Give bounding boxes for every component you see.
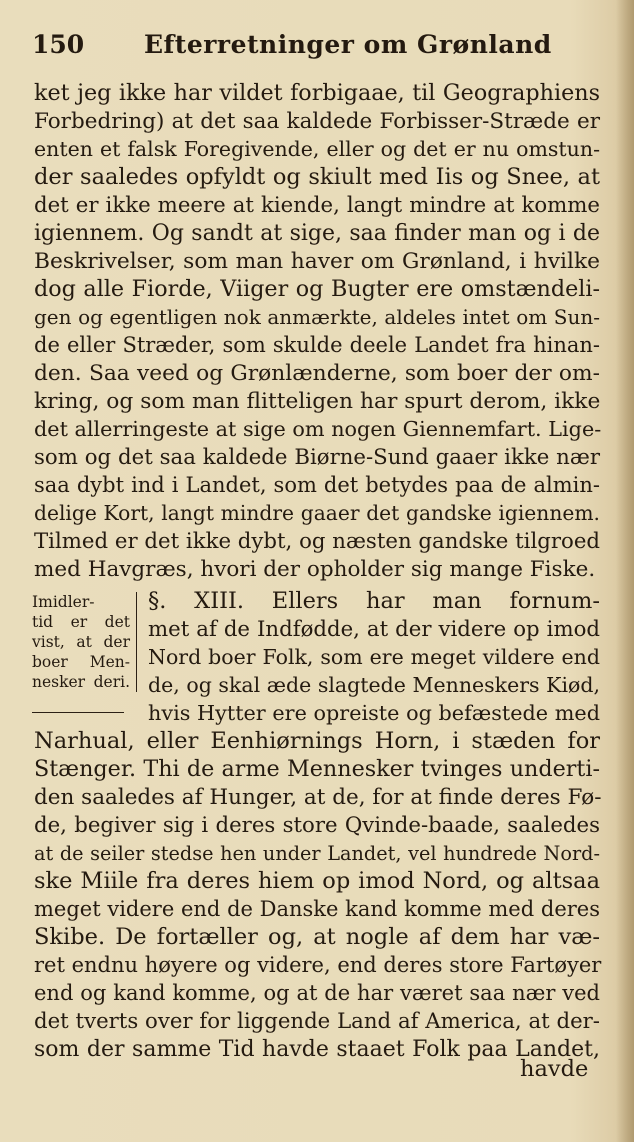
section-line: §. XIII. Ellers har man fornum- [148,588,600,614]
marginal-note-line: vist, at der [32,633,130,651]
text-line: delige Kort, langt mindre gaaer det gandske igiennem. [34,501,600,525]
text-line: den saaledes af Hunger, at de, for at finde deres Fø- [34,785,602,810]
text-line: som og det saa kaldede Biørne-Sund gaaer ikke nær [34,445,600,470]
marginal-note [32,592,137,692]
text-line: meget videre end de Danske kand komme med deres [34,897,600,921]
marginal-note-line: Imidler- [32,593,95,611]
text-line: de eller Stræder, som skulde deele Landet fra hinan- [34,333,600,357]
text-line: Tilmed er det ikke dybt, og næsten gandske tilgroed [34,529,600,554]
text-line: det allerringeste at sige om nogen Giennemfart. Lige- [34,417,602,441]
marginal-note-line: nesker deri. [32,673,130,691]
marginal-note-rule [32,712,124,713]
text-line: der saaledes opfyldt og skiult med Iis og Snee, at [34,164,600,190]
text-line: de, begiver sig i deres store Qvinde-baade, saaledes [34,813,600,838]
text-line: igiennem. Og sandt at sige, saa finder man og i de [34,221,600,246]
text-line: den. Saa veed og Grønlænderne, som boer der om- [34,361,600,386]
text-line: Stænger. Thi de arme Mennesker tvinges underti- [34,756,600,782]
text-line: med Havgræs, hvori der opholder sig mange Fiske. [34,557,596,582]
text-line: det er ikke meere at kiende, langt mindre at komme [34,193,600,218]
text-line: Forbedring) at det saa kaldede Forbisser-Stræde er [34,109,600,134]
text-line: enten et falsk Foregivende, eller og det er nu omstun- [34,137,600,161]
text-line: Beskrivelser, som man haver om Grønland, i hvilke [34,249,600,274]
section-line: met af de Indfødde, at der videre op imod [148,617,600,642]
text-line: gen og egentligen nok anmærkte, aldeles intet om Sun- [34,305,600,329]
text-line: dog alle Fiorde, Viiger og Bugter ere omstændeli- [34,276,600,302]
text-line: ret endnu høyere og videre, end deres store Fartøyer [34,953,602,977]
text-line: saa dybt ind i Landet, som det betydes paa de almin- [34,473,600,497]
text-line: kring, og som man flitteligen har spurt derom, ikke [34,389,601,414]
marginal-note-line: tid er det [32,613,130,631]
catchword: havde [520,1056,589,1082]
text-line: ket jeg ikke har vildet forbigaae, til Geographiens [34,80,600,106]
page-header [32,28,602,62]
text-line: ske Miile fra deres hiem op imod Nord, og altsaa [34,868,600,894]
running-title: Efterretninger om Grønland [144,30,552,59]
marginal-note-line: boer Men- [32,653,130,671]
section-line: Nord boer Folk, som ere meget vildere end [148,645,600,669]
text-line: det tverts over for liggende Land af America, at der- [34,1009,600,1034]
text-line: end og kand komme, og at de har været saa nær ved [34,981,600,1005]
page-edge-shadow [616,0,634,1142]
section-line: hvis Hytter ere opreiste og befæstede med [148,701,600,725]
section-line: de, og skal æde slagtede Menneskers Kiød, [148,673,600,697]
text-line: Skibe. De fortæller og, at nogle af dem har væ- [34,924,600,950]
page-number: 150 [32,30,85,59]
text-line: som der samme Tid havde staaet Folk paa Landet, [34,1037,600,1062]
text-line: Narhual, eller Eenhiørnings Horn, i stæden for [34,728,600,754]
text-line: at de seiler stedse hen under Landet, vel hundrede Nord- [34,842,600,865]
